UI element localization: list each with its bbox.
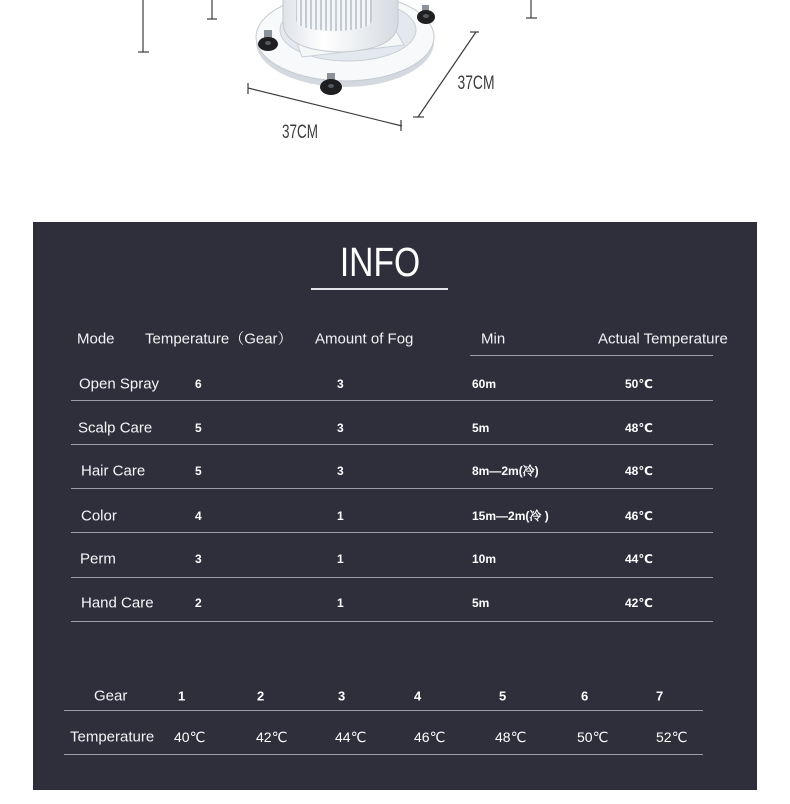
gear-cell: 3 bbox=[195, 552, 202, 566]
min-cell: 15m—2m(冷 ) bbox=[472, 509, 549, 523]
row-divider bbox=[71, 532, 713, 533]
header-divider bbox=[470, 355, 713, 356]
gear-value: 2 bbox=[257, 688, 265, 704]
fog-cell: 1 bbox=[337, 509, 344, 523]
hair-steamer-product bbox=[256, 0, 435, 95]
header-actual-temperature: Actual Temperature bbox=[598, 330, 728, 348]
fog-cell: 3 bbox=[337, 421, 344, 435]
mode-cell: Open Spray bbox=[79, 375, 160, 393]
temperature-value: 52℃ bbox=[656, 729, 688, 745]
gear-cell: 6 bbox=[195, 377, 202, 391]
row-divider bbox=[71, 400, 713, 401]
min-cell: 60m bbox=[472, 377, 497, 391]
mode-cell: Hair Care bbox=[81, 462, 146, 480]
fog-cell: 1 bbox=[337, 552, 344, 566]
temperature-row-divider bbox=[64, 754, 703, 755]
gear-value: 3 bbox=[338, 688, 346, 704]
fog-cell: 3 bbox=[337, 377, 344, 391]
min-cell: 8m—2m(冷) bbox=[472, 464, 539, 478]
gear-value: 5 bbox=[499, 688, 507, 704]
actual-temperature-cell: 48℃ bbox=[625, 421, 653, 435]
actual-temperature-cell: 50℃ bbox=[625, 377, 653, 391]
actual-temperature-cell: 46℃ bbox=[625, 509, 653, 523]
vent-grille bbox=[296, 0, 372, 31]
gear-row-label: Gear bbox=[94, 687, 128, 705]
row-divider bbox=[71, 621, 713, 622]
gear-cell: 5 bbox=[195, 464, 202, 478]
temperature-row-label: Temperature bbox=[70, 728, 155, 746]
gear-cell: 4 bbox=[195, 509, 202, 523]
actual-temperature-cell: 42℃ bbox=[625, 596, 653, 610]
gear-cell: 2 bbox=[195, 596, 202, 610]
fog-cell: 3 bbox=[337, 464, 344, 478]
min-cell: 10m bbox=[472, 552, 497, 566]
product-figure bbox=[0, 0, 790, 200]
actual-temperature-cell: 44℃ bbox=[625, 552, 653, 566]
caster-wheel-right bbox=[417, 5, 435, 24]
front-dimension-label: 37CM bbox=[282, 122, 318, 143]
gear-cell: 5 bbox=[195, 421, 202, 435]
min-cell: 5m bbox=[472, 421, 490, 435]
side-dimension-label: 37CM bbox=[457, 73, 495, 94]
row-divider bbox=[71, 577, 713, 578]
gear-value: 1 bbox=[178, 688, 186, 704]
header-min: Min bbox=[481, 330, 506, 348]
fog-cell: 1 bbox=[337, 596, 344, 610]
temperature-value: 46℃ bbox=[414, 729, 446, 745]
row-divider bbox=[71, 444, 713, 445]
header-mode: Mode bbox=[77, 330, 115, 348]
info-title: INFO bbox=[339, 239, 421, 285]
min-cell: 5m bbox=[472, 596, 490, 610]
row-divider bbox=[71, 488, 713, 489]
header-amount-of-fog: Amount of Fog bbox=[315, 330, 414, 348]
temperature-value: 44℃ bbox=[335, 729, 367, 745]
mode-cell: Scalp Care bbox=[78, 419, 153, 437]
gear-value: 4 bbox=[414, 688, 422, 704]
mode-cell: Perm bbox=[80, 550, 116, 568]
gear-row-divider bbox=[64, 710, 703, 711]
temperature-value: 42℃ bbox=[256, 729, 288, 745]
temperature-value: 48℃ bbox=[495, 729, 527, 745]
temperature-value: 40℃ bbox=[174, 729, 206, 745]
mode-cell: Color bbox=[81, 507, 117, 525]
mode-cell: Hand Care bbox=[81, 594, 154, 612]
info-panel bbox=[33, 222, 757, 790]
header-temperature-gear: Temperature（Gear） bbox=[145, 330, 293, 348]
actual-temperature-cell: 48℃ bbox=[625, 464, 653, 478]
gear-value: 6 bbox=[581, 688, 589, 704]
gear-value: 7 bbox=[656, 688, 664, 704]
info-title-underline bbox=[311, 288, 448, 290]
temperature-value: 50℃ bbox=[577, 729, 609, 745]
